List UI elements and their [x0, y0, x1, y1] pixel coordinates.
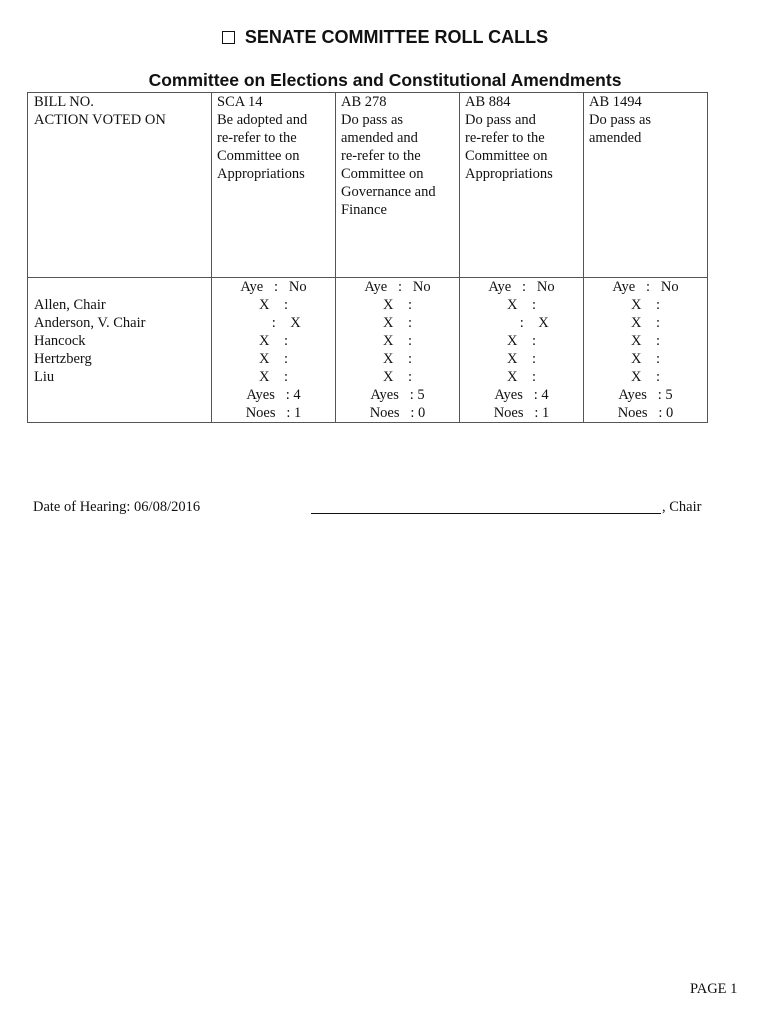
- title-text: SENATE COMMITTEE ROLL CALLS: [244, 27, 549, 47]
- vote-mark: X :: [383, 297, 412, 313]
- bill-action: Do pass and re-refer to the Committee on Appropriations: [465, 112, 553, 182]
- vote-mark: X :: [259, 351, 288, 367]
- aye-no-header: Aye : No: [240, 279, 307, 295]
- vote-mark: X :: [383, 333, 412, 349]
- chair-label: , Chair: [662, 499, 702, 515]
- vote-mark: X :: [631, 333, 660, 349]
- totals-spacer: [34, 404, 211, 422]
- bill-header-cell: [584, 93, 708, 278]
- bill-action: Do pass as amended: [589, 112, 652, 146]
- vote-header-spacer: [34, 278, 211, 296]
- page-number: PAGE 1: [690, 981, 738, 997]
- vote-mark: X :: [631, 351, 660, 367]
- aye-no-header: Aye : No: [488, 279, 555, 295]
- ayes-total: Ayes : 5: [370, 387, 425, 403]
- vote-mark: X :: [507, 351, 536, 367]
- ayes-total: Ayes : 4: [494, 387, 549, 403]
- vote-mark: X :: [631, 315, 660, 331]
- member-name: Liu: [34, 369, 55, 385]
- member-name: Hancock: [34, 333, 86, 349]
- committee-name: Committee on Elections and Constitutional Amendments: [148, 70, 622, 90]
- bill-header-cell: [460, 93, 584, 278]
- ayes-total: Ayes : 5: [618, 387, 673, 403]
- member-name: Anderson, V. Chair: [34, 315, 146, 331]
- ayes-total: Ayes : 4: [246, 387, 301, 403]
- bill-number: AB 278: [341, 94, 387, 110]
- bill-action: Be adopted and re-refer to the Committee on Appropriations: [217, 112, 308, 182]
- bill-votes-cell: [212, 278, 336, 423]
- noes-total: Noes : 0: [369, 405, 426, 421]
- noes-total: Noes : 1: [245, 405, 302, 421]
- bill-header-row: [28, 93, 708, 278]
- vote-mark: X :: [383, 351, 412, 367]
- vote-mark: X :: [507, 297, 536, 313]
- header-label-cell: [28, 93, 212, 278]
- aye-no-header: Aye : No: [364, 279, 431, 295]
- vote-mark: X :: [507, 333, 536, 349]
- vote-mark: : X: [246, 315, 301, 331]
- vote-mark: X :: [631, 369, 660, 385]
- bill-header-cell: [212, 93, 336, 278]
- vote-mark: X :: [507, 369, 536, 385]
- votes-row: [28, 278, 708, 423]
- bill-action: Do pass as amended and re-refer to the Committee on Governance and Finance: [341, 112, 436, 218]
- page-title: [0, 27, 770, 51]
- vote-mark: : X: [494, 315, 549, 331]
- bill-number: AB 884: [465, 94, 511, 110]
- aye-no-header: Aye : No: [612, 279, 679, 295]
- bill-votes-cell: [460, 278, 584, 423]
- roll-call-table: [27, 92, 708, 423]
- vote-mark: X :: [259, 333, 288, 349]
- vote-mark: X :: [259, 297, 288, 313]
- hearing-date: Date of Hearing: 06/08/2016: [33, 499, 201, 515]
- bill-votes-cell: [584, 278, 708, 423]
- member-name: Hertzberg: [34, 351, 92, 367]
- vote-mark: X :: [383, 369, 412, 385]
- bill-votes-cell: [336, 278, 460, 423]
- noes-total: Noes : 0: [617, 405, 674, 421]
- checkbox-icon[interactable]: [222, 31, 235, 44]
- bill-number: SCA 14: [217, 94, 263, 110]
- vote-mark: X :: [259, 369, 288, 385]
- vote-mark: X :: [383, 315, 412, 331]
- noes-total: Noes : 1: [493, 405, 550, 421]
- member-names-cell: [28, 278, 212, 423]
- member-name: Allen, Chair: [34, 297, 106, 313]
- bill-number: AB 1494: [589, 94, 642, 110]
- totals-spacer: [34, 386, 211, 404]
- bill-header-cell: [336, 93, 460, 278]
- bill-no-label: BILL NO.: [34, 94, 94, 110]
- action-voted-on-label: ACTION VOTED ON: [34, 112, 166, 128]
- chair-signature-line: [311, 513, 661, 514]
- vote-mark: X :: [631, 297, 660, 313]
